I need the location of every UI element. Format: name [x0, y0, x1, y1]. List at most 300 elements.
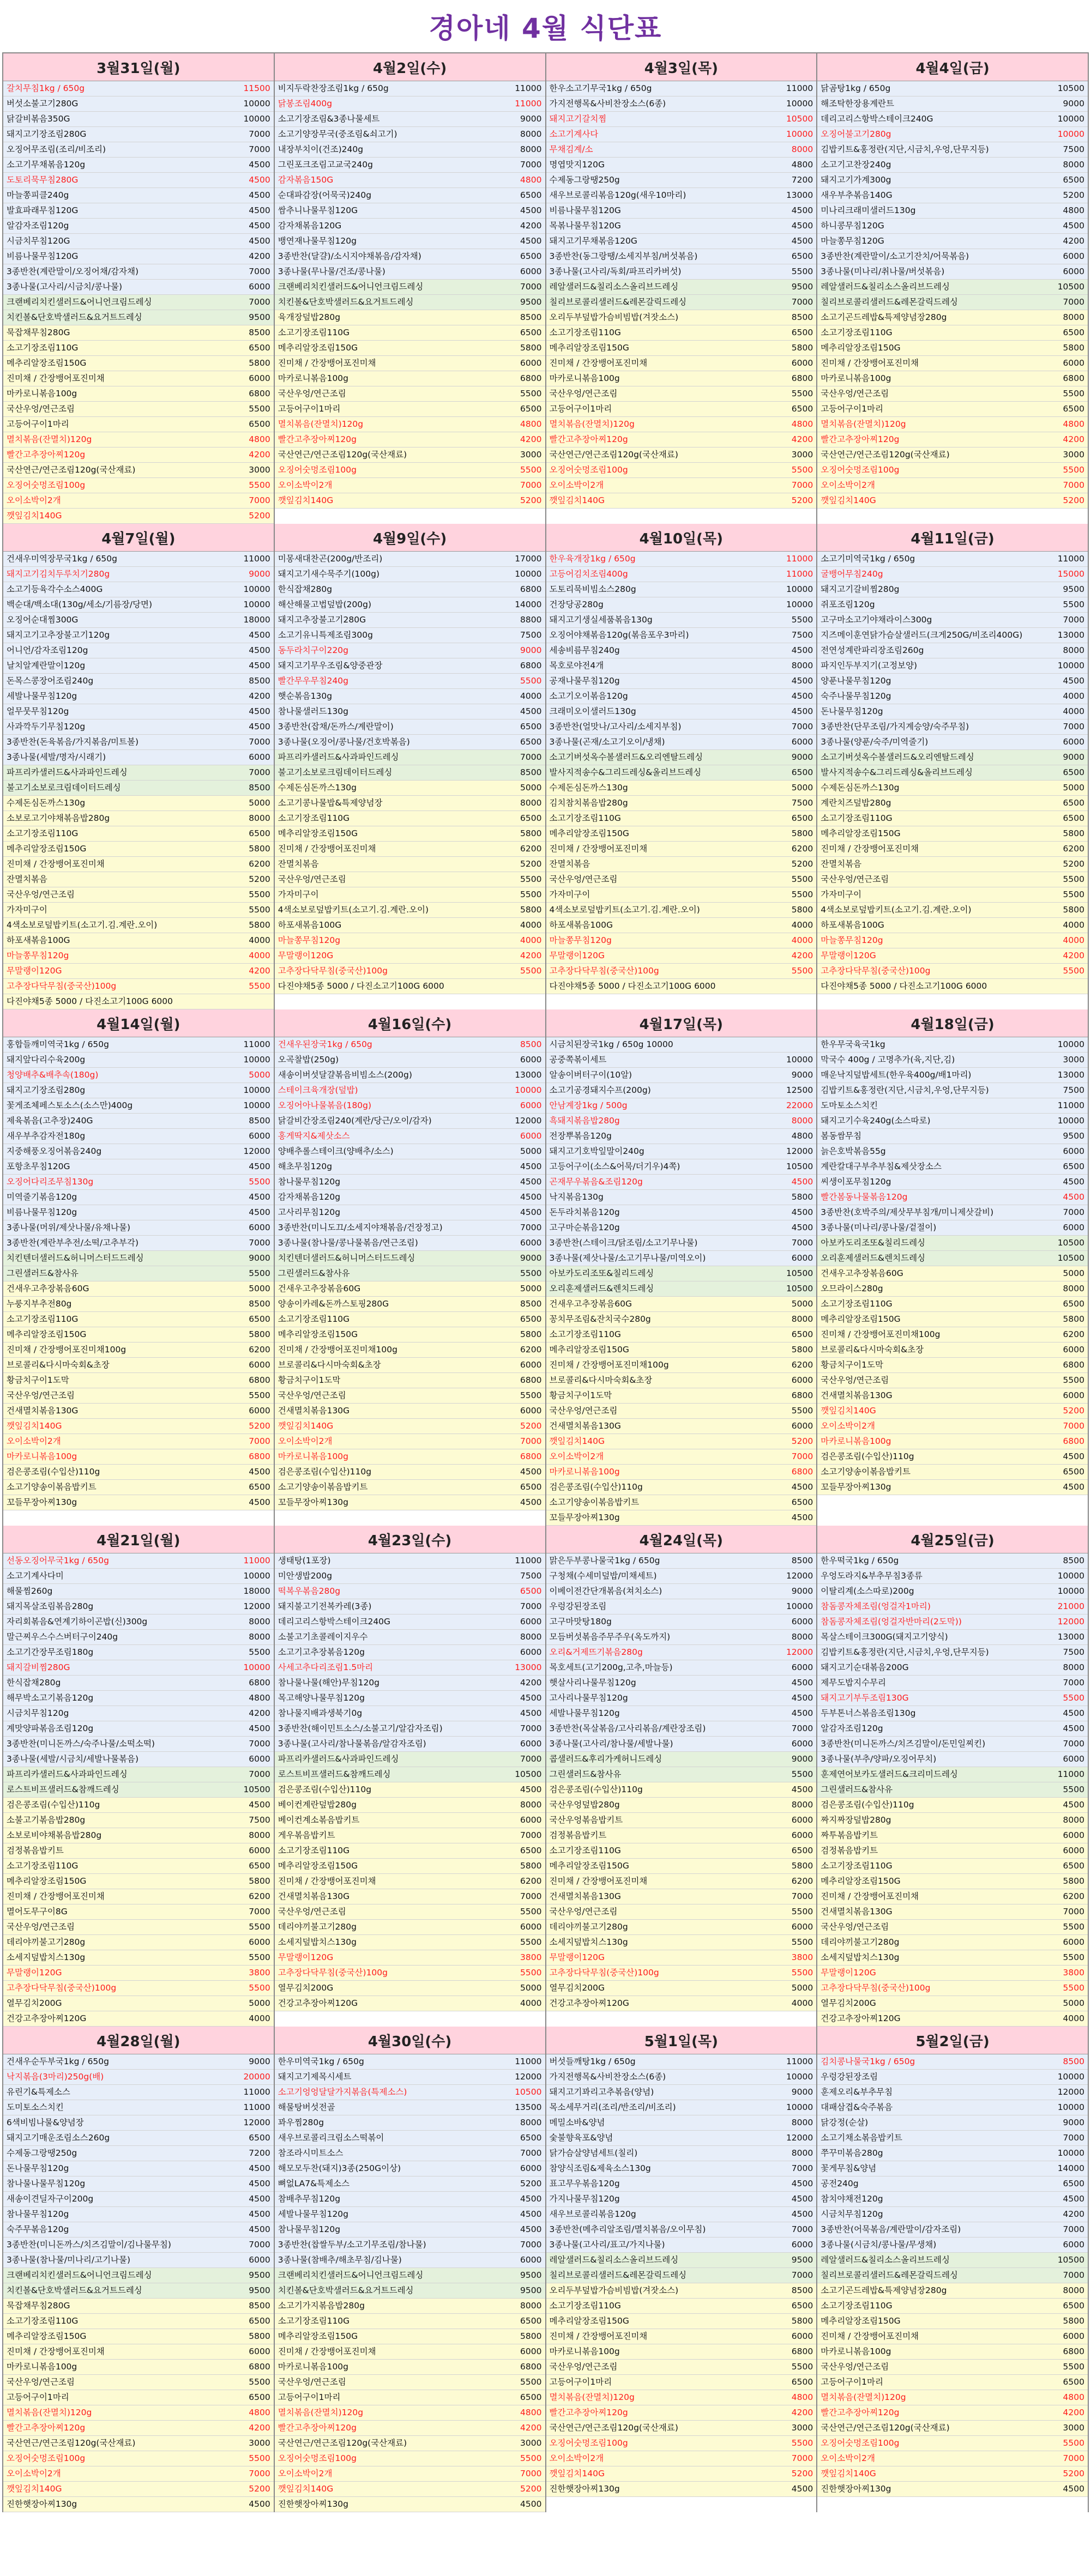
- menu-item: [817, 2405, 1088, 2421]
- menu-item: [3, 1981, 274, 1996]
- menu-item: [817, 2375, 1088, 2390]
- menu-item-name: 양송이카레&돈까스토핑280G: [278, 1299, 389, 1309]
- menu-item-price: 6500: [249, 1482, 270, 1492]
- menu-item: [546, 96, 817, 112]
- menu-item: [275, 1599, 545, 1614]
- menu-item-name: 목호로야전4개: [549, 661, 604, 670]
- menu-item: [546, 1510, 817, 1526]
- menu-item-name: 하포새볶음100G: [549, 920, 613, 930]
- menu-item-price: 12500: [786, 1085, 813, 1095]
- menu-item-price: 3800: [520, 1952, 542, 1962]
- menu-item: [546, 1645, 817, 1660]
- page-title: 경아네 4월 식단표: [429, 13, 662, 44]
- menu-item-name: 깻잎김치140G: [278, 495, 334, 505]
- menu-item-name: 메추리알장조림150G: [821, 2316, 901, 2326]
- menu-item: [3, 1404, 274, 1419]
- menu-item-price: 4000: [1063, 920, 1084, 930]
- menu-item-name: 마카로니볶음100g: [7, 1452, 77, 1461]
- menu-item-price: 9000: [1063, 99, 1084, 108]
- menu-item: [817, 1480, 1088, 1495]
- menu-item-name: 건장당공280g: [549, 600, 604, 609]
- menu-item-price: 3000: [791, 450, 813, 459]
- menu-item: [275, 1569, 545, 1584]
- menu-item: [817, 371, 1088, 386]
- menu-item: [546, 448, 817, 463]
- menu-item: [3, 173, 274, 188]
- menu-item: [546, 1053, 817, 1068]
- menu-item-price: 8000: [1063, 1815, 1084, 1825]
- menu-item: [817, 1129, 1088, 1144]
- menu-item-price: 8500: [249, 1116, 270, 1126]
- menu-item-price: 5800: [1063, 1876, 1084, 1886]
- menu-item-name: 멸치볶음(잔멸치)120g: [821, 2392, 906, 2402]
- menu-item-price: 6000: [249, 1223, 270, 1232]
- menu-item-price: 8500: [520, 767, 542, 777]
- menu-item-name: 국산우엉/연근조림: [549, 389, 618, 398]
- menu-item-name: 데리야끼불고기280g: [549, 1922, 628, 1932]
- menu-item-price: 5500: [791, 389, 813, 398]
- menu-item-price: 6800: [1063, 1436, 1084, 1446]
- menu-item: [546, 1660, 817, 1676]
- menu-item-price: 6000: [520, 358, 542, 368]
- menu-item-price: 5500: [520, 389, 542, 398]
- menu-item-price: 6800: [520, 584, 542, 594]
- menu-item-price: 4500: [520, 1192, 542, 1202]
- menu-item: [817, 280, 1088, 295]
- menu-item: [546, 2222, 817, 2238]
- menu-item: [275, 280, 545, 295]
- menu-item: [817, 781, 1088, 796]
- menu-item: [275, 1495, 545, 1510]
- menu-item-price: 4500: [249, 1497, 270, 1507]
- menu-item: [546, 463, 817, 478]
- menu-section: [546, 1297, 817, 1526]
- menu-item-price: 4500: [249, 2209, 270, 2219]
- menu-item-name: 소고기장조림110G: [278, 328, 350, 337]
- menu-item-price: 6500: [791, 1846, 813, 1855]
- menu-item-price: 6000: [791, 2331, 813, 2341]
- menu-section: [275, 1251, 545, 1281]
- menu-item: [275, 493, 545, 509]
- menu-item-price: 7000: [1063, 615, 1084, 625]
- menu-item-price: 4200: [1063, 2209, 1084, 2219]
- menu-item-price: 4500: [1063, 1452, 1084, 1461]
- menu-item: [3, 402, 274, 417]
- menu-item-price: 5800: [249, 844, 270, 854]
- menu-item: [817, 1798, 1088, 1813]
- menu-item-name: 고등어구이1마리: [7, 2392, 69, 2402]
- menu-item: [546, 280, 817, 295]
- menu-item-name: 소고기장조림110G: [821, 1299, 893, 1309]
- menu-item-price: 4200: [249, 450, 270, 459]
- menu-section: [3, 325, 274, 524]
- menu-item: [275, 1327, 545, 1343]
- menu-item-price: 7000: [249, 267, 270, 276]
- menu-item-name: 3종반찬(호박주의/제삿무부침개/미니제삿갈비): [821, 1207, 994, 1217]
- menu-item: [546, 2085, 817, 2100]
- menu-item-price: 9500: [791, 2255, 813, 2265]
- menu-item: [817, 2436, 1088, 2451]
- menu-item: [546, 826, 817, 842]
- menu-item-name: 진미채 / 간장뱅어포진미채: [7, 1891, 105, 1901]
- menu-section: [817, 1553, 1088, 1767]
- menu-item-name: 깻잎김치140G: [7, 1421, 62, 1431]
- menu-item: [546, 325, 817, 341]
- menu-item-name: 돼지고추장불고기280G: [278, 615, 366, 625]
- day-column: [3, 524, 275, 1009]
- menu-item: [3, 264, 274, 280]
- menu-item-name: 고등어구이1마리: [549, 404, 612, 414]
- menu-item-price: 4500: [791, 1177, 813, 1187]
- menu-item: [546, 903, 817, 918]
- menu-item-price: 8500: [1063, 2057, 1084, 2066]
- menu-item: [546, 1691, 817, 1706]
- menu-item: [275, 1114, 545, 1129]
- menu-item: [3, 903, 274, 918]
- menu-item: [546, 2253, 817, 2268]
- menu-item-price: 9500: [791, 282, 813, 292]
- menu-item-price: 15000: [1057, 569, 1084, 579]
- menu-item-name: 돼지고기무우조림&양중관장: [278, 661, 383, 670]
- menu-item-price: 13000: [515, 1070, 542, 1080]
- menu-item-name: 그린포크조림고교국240g: [278, 160, 373, 170]
- menu-item: [817, 2070, 1088, 2085]
- menu-item: [817, 2466, 1088, 2482]
- day-column: [275, 1009, 546, 1526]
- menu-item-price: 5500: [1063, 1693, 1084, 1703]
- menu-item: [3, 234, 274, 249]
- menu-item: [3, 689, 274, 704]
- menu-item-name: 국산우엉/연근조림: [7, 1922, 75, 1932]
- menu-item-name: 소고기고추장볶음120g: [278, 1647, 365, 1657]
- menu-item: [546, 1358, 817, 1373]
- menu-item: [275, 203, 545, 219]
- menu-item-name: 표고무우볶음120g: [549, 2179, 620, 2188]
- menu-item-price: 6200: [1063, 844, 1084, 854]
- menu-item-price: 6500: [249, 2133, 270, 2143]
- menu-item-price: 8500: [249, 1299, 270, 1309]
- menu-item-price: 10000: [1057, 2072, 1084, 2082]
- menu-item: [275, 2054, 545, 2070]
- menu-item-name: 훈제오리&부추무침: [821, 2087, 893, 2097]
- menu-item-name: 참나물나물무침120g: [7, 2179, 86, 2188]
- menu-item-price: 10000: [243, 1662, 270, 1672]
- menu-item-name: 6색비빔나물&양념장: [7, 2118, 84, 2127]
- menu-item-price: 10500: [1057, 1253, 1084, 1263]
- menu-item-name: 하포새볶음100G: [7, 935, 70, 945]
- menu-item-name: 다진야채5종 5000 / 다진소고기100G 6000: [7, 996, 173, 1006]
- menu-item: [275, 2100, 545, 2115]
- menu-item-price: 5800: [791, 1192, 813, 1202]
- menu-item: [817, 2146, 1088, 2161]
- menu-item-price: 4000: [1063, 706, 1084, 716]
- menu-item: [817, 1889, 1088, 1904]
- menu-item: [275, 1281, 545, 1297]
- menu-item-name: 백순대/백소대(130g/세소/기름장/당면): [7, 600, 153, 609]
- menu-item: [3, 1053, 274, 1068]
- menu-item: [817, 356, 1088, 371]
- menu-item: [275, 1205, 545, 1220]
- menu-item: [817, 2207, 1088, 2222]
- menu-item-name: 우렁강된장조림: [821, 2072, 878, 2082]
- menu-section: [817, 1798, 1088, 2027]
- menu-item: [275, 1083, 545, 1098]
- menu-item-name: 3종나물(제삿나물/소고기무나물/미역오이): [549, 1253, 706, 1263]
- menu-item: [546, 1297, 817, 1312]
- menu-item: [546, 1599, 817, 1614]
- menu-item-price: 6000: [1063, 358, 1084, 368]
- menu-item-name: 돈목스콩장어조림240g: [7, 676, 94, 686]
- menu-item-name: 검은콩조림(수입산)110g: [7, 1467, 100, 1477]
- menu-item-price: 6500: [520, 2316, 542, 2326]
- week-row: [3, 2027, 1089, 2512]
- menu-item-price: 6000: [249, 2255, 270, 2265]
- menu-item-price: 5200: [1063, 1406, 1084, 1416]
- menu-item: [546, 2405, 817, 2421]
- menu-item-name: 국산연근/연근조림120g(국산재료): [821, 2423, 950, 2433]
- menu-item-name: 진미채 / 간장뱅어포진미채: [821, 358, 919, 368]
- menu-item-price: 6500: [791, 328, 813, 337]
- menu-item-name: 알송이버터구이(10알): [549, 1070, 632, 1080]
- menu-item-name: 오이소박이2개: [821, 2453, 875, 2463]
- menu-item-name: 진미채 / 간장뱅어포진미채: [821, 2331, 919, 2341]
- menu-item-price: 3000: [520, 2438, 542, 2448]
- menu-item-price: 7000: [791, 1891, 813, 1901]
- menu-item: [3, 979, 274, 994]
- menu-item-name: 오징어야채볶음120g(볶음포우3마리): [549, 630, 689, 640]
- menu-section: [546, 1553, 817, 1752]
- menu-item-name: 3종반찬(계란부추전/소떡/고추부각): [7, 1238, 139, 1248]
- menu-item: [3, 2283, 274, 2299]
- menu-item-name: 치킨볼&단호박샐러드&요거트드레싱: [278, 2285, 414, 2295]
- menu-item-price: 3000: [249, 2438, 270, 2448]
- menu-item: [3, 1083, 274, 1098]
- menu-item-price: 7000: [520, 1891, 542, 1901]
- menu-item: [546, 234, 817, 249]
- menu-item: [275, 1388, 545, 1404]
- menu-item: [546, 2176, 817, 2192]
- menu-item-price: 8000: [520, 129, 542, 139]
- menu-item-name: 그린샐러드&참사유: [549, 1769, 622, 1779]
- menu-item-name: 돈나물무침120g: [7, 2163, 69, 2173]
- menu-item-name: 마카로니볶음100g: [549, 2347, 620, 2356]
- menu-item-name: 소고기버섯옥수볼샐러드&오리엔탈드레싱: [821, 752, 974, 762]
- menu-item-price: 4500: [520, 1467, 542, 1477]
- menu-item: [275, 1129, 545, 1144]
- menu-item: [275, 417, 545, 432]
- menu-item-price: 4500: [249, 645, 270, 655]
- menu-item-name: 짜투볶음밥키트: [821, 1830, 878, 1840]
- menu-item-name: 참나물샐러드130g: [278, 706, 349, 716]
- menu-item-name: 돼지고기고추장불고기120g: [7, 630, 110, 640]
- menu-item-price: 10000: [786, 129, 813, 139]
- menu-item: [817, 796, 1088, 811]
- menu-item-price: 7000: [520, 282, 542, 292]
- menu-item: [275, 1251, 545, 1266]
- day-column: [3, 53, 275, 524]
- menu-item: [546, 1373, 817, 1388]
- menu-item-price: 12000: [1057, 2087, 1084, 2097]
- menu-item-price: 7000: [249, 495, 270, 505]
- menu-item: [3, 341, 274, 356]
- menu-item: [275, 2253, 545, 2268]
- menu-item: [275, 1904, 545, 1920]
- menu-item-name: 수제동그랑땡250g: [549, 175, 620, 185]
- menu-item: [3, 203, 274, 219]
- menu-item-price: 6500: [249, 343, 270, 353]
- menu-item: [275, 2451, 545, 2466]
- menu-item: [546, 1312, 817, 1327]
- menu-item: [546, 1981, 817, 1996]
- menu-item-name: 오이소박이2개: [7, 2469, 61, 2478]
- menu-item: [546, 1737, 817, 1752]
- menu-item-name: 소보로고기야채볶음밥280g: [7, 813, 110, 823]
- menu-item: [546, 2375, 817, 2390]
- menu-item-price: 6800: [791, 2347, 813, 2356]
- day-header: 4월11일(금): [817, 524, 1088, 552]
- menu-item-name: 소고기장조림110G: [7, 2316, 79, 2326]
- menu-item-name: 치킨텐더샐러드&허니머스터드드레싱: [278, 1253, 415, 1263]
- menu-section: [546, 1782, 817, 2011]
- menu-item-price: 5500: [249, 1952, 270, 1962]
- menu-item-name: 진미채 / 간장뱅어포진미채: [821, 844, 919, 854]
- menu-item: [546, 493, 817, 509]
- menu-item: [3, 509, 274, 524]
- menu-item-name: 진미채 / 간장뱅어포진미채: [549, 358, 648, 368]
- menu-item-name: 황금치구이1도막: [821, 1360, 883, 1370]
- menu-item: [817, 567, 1088, 582]
- menu-item: [275, 2222, 545, 2238]
- menu-item: [275, 2375, 545, 2390]
- menu-item: [817, 933, 1088, 948]
- menu-item-price: 6000: [791, 1253, 813, 1263]
- menu-item-name: 3종나물(참나물/콩나물볶음/연근조림): [278, 1238, 418, 1248]
- menu-item-price: 4500: [520, 2224, 542, 2234]
- menu-item-price: 7500: [791, 630, 813, 640]
- menu-item-price: 5800: [791, 1345, 813, 1354]
- menu-item-name: 진미채 / 간장뱅어포진미채: [7, 373, 105, 383]
- menu-item: [817, 188, 1088, 203]
- menu-item-price: 6500: [249, 1861, 270, 1871]
- menu-item-name: 시금치된장국1kg / 650g 10000: [549, 1039, 673, 1049]
- menu-item-name: 3종반찬(돈육볶음/가지볶음/미트볼): [7, 737, 139, 747]
- menu-section: [3, 2299, 274, 2512]
- menu-item-price: 13000: [1057, 1632, 1084, 1642]
- week-row: [3, 1526, 1089, 2027]
- menu-item-name: 돈나물무침120g: [821, 706, 883, 716]
- menu-item: [546, 2238, 817, 2253]
- menu-item-price: 5000: [249, 798, 270, 808]
- menu-item-name: 사과깍두기무침120g: [7, 722, 86, 731]
- menu-item-name: 이베이전간단개볶음(쳐치소스): [549, 1586, 662, 1596]
- menu-item-name: 고사리무침120g: [278, 1207, 341, 1217]
- menu-item: [275, 81, 545, 96]
- menu-item: [275, 219, 545, 234]
- menu-item-name: 소고기장조림110G: [549, 1846, 621, 1855]
- menu-section: [817, 2283, 1088, 2497]
- menu-item-price: 5500: [520, 1907, 542, 1916]
- menu-item-name: 제무도밥지수무리: [821, 1678, 887, 1688]
- menu-item-name: 고추장다닥무침(중국산)100g: [549, 966, 659, 976]
- menu-item: [275, 2421, 545, 2436]
- menu-item-name: 그린샐러드&참사유: [7, 1268, 79, 1278]
- menu-item: [546, 112, 817, 127]
- menu-item-price: 4500: [249, 1162, 270, 1171]
- menu-item-price: 8000: [791, 1314, 813, 1324]
- menu-item-price: 8000: [520, 2118, 542, 2127]
- menu-item: [275, 1480, 545, 1495]
- menu-item-price: 4000: [520, 691, 542, 701]
- menu-item: [817, 2131, 1088, 2146]
- menu-item-price: 6000: [520, 1815, 542, 1825]
- menu-item-name: 참돔콩자체조림(엉걸자1마리): [821, 1601, 931, 1611]
- menu-item: [3, 2451, 274, 2466]
- menu-item-price: 4500: [249, 160, 270, 170]
- menu-item-price: 4200: [1063, 236, 1084, 246]
- menu-item-price: 7000: [1063, 1739, 1084, 1749]
- menu-item-name: 모듬버섯볶음주무주우(옥도까지): [549, 1632, 671, 1642]
- menu-item-price: 6000: [791, 1421, 813, 1431]
- menu-item: [275, 689, 545, 704]
- menu-item-name: 고추장다닥무침(중국산)100g: [821, 966, 931, 976]
- menu-item: [817, 1098, 1088, 1114]
- menu-item-price: 8500: [520, 1299, 542, 1309]
- menu-section: [3, 2268, 274, 2299]
- menu-item-name: 참조라시미트소스: [278, 2148, 343, 2158]
- menu-item-name: 3종반찬(달걀)/소시지야채볶음/감자채): [278, 251, 421, 261]
- menu-item-price: 10500: [786, 1284, 813, 1293]
- menu-item-name: 참나물지배과생북기0g: [278, 1708, 363, 1718]
- menu-item-price: 4000: [520, 1998, 542, 2008]
- menu-item-price: 6200: [1063, 1891, 1084, 1901]
- menu-item: [817, 219, 1088, 234]
- menu-item-price: 5500: [520, 2377, 542, 2387]
- menu-item-name: 열무김치200G: [7, 1998, 62, 2008]
- menu-item: [546, 1251, 817, 1266]
- menu-item-price: 7000: [791, 480, 813, 490]
- menu-item-price: 5800: [249, 1876, 270, 1886]
- menu-item-name: 국산연근/연근조림120g(국산재료): [7, 465, 136, 475]
- menu-item-price: 4800: [791, 419, 813, 429]
- menu-item-price: 8000: [791, 2148, 813, 2158]
- menu-item: [546, 1327, 817, 1343]
- menu-item-price: 5200: [791, 859, 813, 869]
- menu-item-price: 4000: [791, 935, 813, 945]
- menu-item-price: 11000: [515, 99, 542, 108]
- menu-item-price: 10000: [1057, 114, 1084, 124]
- menu-item-price: 7000: [1063, 297, 1084, 307]
- menu-item: [3, 2268, 274, 2283]
- menu-item: [275, 1449, 545, 1465]
- menu-item-price: 5200: [520, 2179, 542, 2188]
- menu-item: [817, 2115, 1088, 2131]
- menu-item: [3, 964, 274, 979]
- menu-item: [275, 750, 545, 765]
- menu-item-price: 11000: [1057, 1769, 1084, 1779]
- menu-item-name: 소보로비야채볶음밥280g: [7, 1830, 102, 1840]
- menu-item-name: 구청채(수세미덮밥/미채세트): [549, 1571, 657, 1581]
- menu-section: [546, 310, 817, 509]
- menu-item-name: 황금치구이1도막: [549, 1390, 612, 1400]
- menu-item: [3, 1220, 274, 1236]
- menu-item-name: 깻잎김치140G: [7, 2484, 62, 2494]
- menu-item-price: 6000: [520, 1617, 542, 1626]
- menu-item-price: 6800: [249, 1452, 270, 1461]
- menu-item: [3, 2497, 274, 2512]
- menu-item-price: 4800: [791, 2392, 813, 2402]
- menu-item-price: 4200: [791, 434, 813, 444]
- menu-item-price: 10500: [515, 1769, 542, 1779]
